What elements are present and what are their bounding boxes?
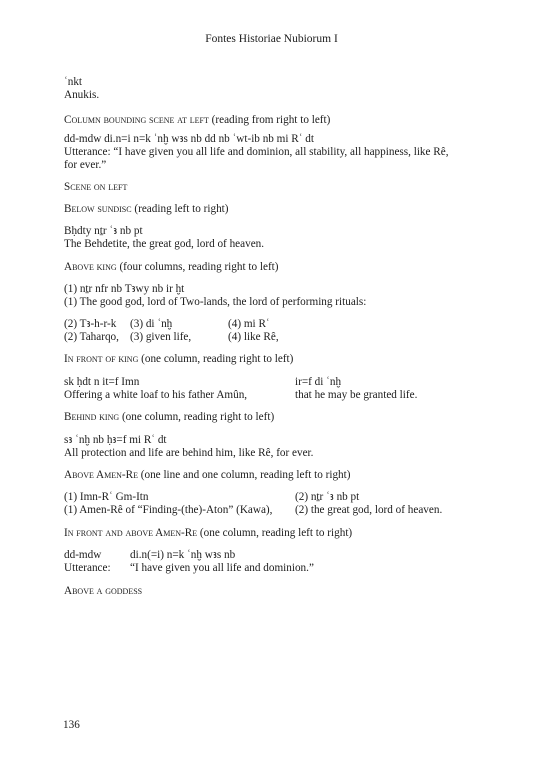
front-of-king-heading bbox=[64, 353, 293, 366]
column-bounding-translation-2: for ever.” bbox=[64, 159, 107, 171]
above-amen-translation-row bbox=[64, 504, 484, 517]
col-a: sk ḥdt n it=f Imn bbox=[64, 376, 140, 388]
column-bounding-translation-1: Utterance: “I have given you all life and dominion, all stability, all happiness, like Rê, bbox=[64, 146, 449, 158]
col-b: (3) di ʿnḫ bbox=[130, 318, 173, 330]
col-b: (2) the great god, lord of heaven. bbox=[295, 504, 443, 516]
front-amen-translation-row bbox=[64, 562, 484, 575]
anukis-transliteration: ʿnkt bbox=[64, 76, 83, 88]
behind-king-transliteration: sꜣ ʿnḫ nb ḥꜣ=f mi Rʿ dt bbox=[64, 434, 167, 446]
heading-smallcaps: In front and above Amen-Re bbox=[64, 527, 198, 539]
col-a: Utterance: bbox=[64, 562, 111, 574]
front-of-king-translation-row bbox=[64, 389, 484, 402]
behind-king-translation: All protection and life are behind him, like Rê, for ever. bbox=[64, 447, 314, 459]
heading-note: (reading from right to left) bbox=[208, 114, 331, 126]
above-king-heading bbox=[64, 261, 279, 274]
heading-note: (one column, reading left to right) bbox=[197, 527, 353, 539]
heading-note: (one column, reading right to left) bbox=[138, 353, 294, 365]
heading-note: (four columns, reading right to left) bbox=[116, 261, 279, 273]
above-king-1-transliteration: (1) nṯr nfr nb Tꜣwy nb ir ḫt bbox=[64, 283, 185, 295]
col-c: (4) like Rê, bbox=[228, 331, 279, 343]
col-b: “I have given you all life and dominion.” bbox=[130, 562, 314, 574]
heading-smallcaps: Above king bbox=[64, 261, 117, 273]
col-a: (1) Imn-Rʿ Gm-Itn bbox=[64, 491, 149, 503]
col-b: (2) nṯr ʿꜣ nb pt bbox=[295, 491, 360, 503]
column-bounding-transliteration: dd-mdw di.n=i n=k ʿnḫ wꜣs nb dd nb ʿwt-ib nb mi Rʿ dt bbox=[64, 133, 314, 145]
above-amen-heading bbox=[64, 469, 350, 482]
col-a: (1) Amen-Rê of “Finding-(the)-Aton” (Kawa), bbox=[64, 504, 273, 516]
above-king-2-transliteration-row bbox=[64, 318, 464, 331]
heading-smallcaps: Behind king bbox=[64, 411, 120, 423]
col-b: (3) given life, bbox=[130, 331, 192, 343]
below-sundisc-heading bbox=[64, 203, 229, 216]
heading-smallcaps: Column bounding scene at left bbox=[64, 114, 209, 126]
anukis-translation: Anukis. bbox=[64, 89, 100, 101]
heading-smallcaps: Above Amen-Re bbox=[64, 469, 138, 481]
running-header: Fontes Historiae Nubiorum I bbox=[205, 33, 338, 45]
front-amen-heading bbox=[64, 527, 352, 540]
col-c: (4) mi Rʿ bbox=[228, 318, 270, 330]
scene-left-heading: Scene on left bbox=[64, 181, 128, 193]
col-a: dd-mdw bbox=[64, 549, 102, 561]
behdety-translation: The Behdetite, the great god, lord of heaven. bbox=[64, 238, 265, 250]
heading-smallcaps: In front of king bbox=[64, 353, 139, 365]
heading-note: (reading left to right) bbox=[131, 203, 229, 215]
front-of-king-transliteration-row bbox=[64, 376, 484, 389]
col-b: that he may be granted life. bbox=[295, 389, 418, 401]
heading-note: (one line and one column, reading left to right) bbox=[137, 469, 351, 481]
column-bounding-heading bbox=[64, 114, 330, 127]
heading-smallcaps: Below sundisc bbox=[64, 203, 132, 215]
above-king-2-translation-row bbox=[64, 331, 464, 344]
col-a: (2) Taharqo, bbox=[64, 331, 119, 343]
col-a: Offering a white loaf to his father Amûn, bbox=[64, 389, 248, 401]
behdety-transliteration: Bḥdty nṯr ʿꜣ nb pt bbox=[64, 225, 143, 237]
behind-king-heading bbox=[64, 411, 274, 424]
heading-note: (one column, reading right to left) bbox=[119, 411, 275, 423]
page-number: 136 bbox=[63, 719, 80, 731]
above-amen-transliteration-row bbox=[64, 491, 484, 504]
col-b: di.n(=i) n=k ʿnḫ wꜣs nb bbox=[130, 549, 236, 561]
above-king-1-translation: (1) The good god, lord of Two-lands, the lord of performing rituals: bbox=[64, 296, 367, 308]
col-a: (2) Tꜣ-h-r-k bbox=[64, 318, 117, 330]
above-goddess-heading: Above a goddess bbox=[64, 585, 143, 597]
col-b: ir=f di ʿnḫ bbox=[295, 376, 342, 388]
front-amen-transliteration-row bbox=[64, 549, 484, 562]
